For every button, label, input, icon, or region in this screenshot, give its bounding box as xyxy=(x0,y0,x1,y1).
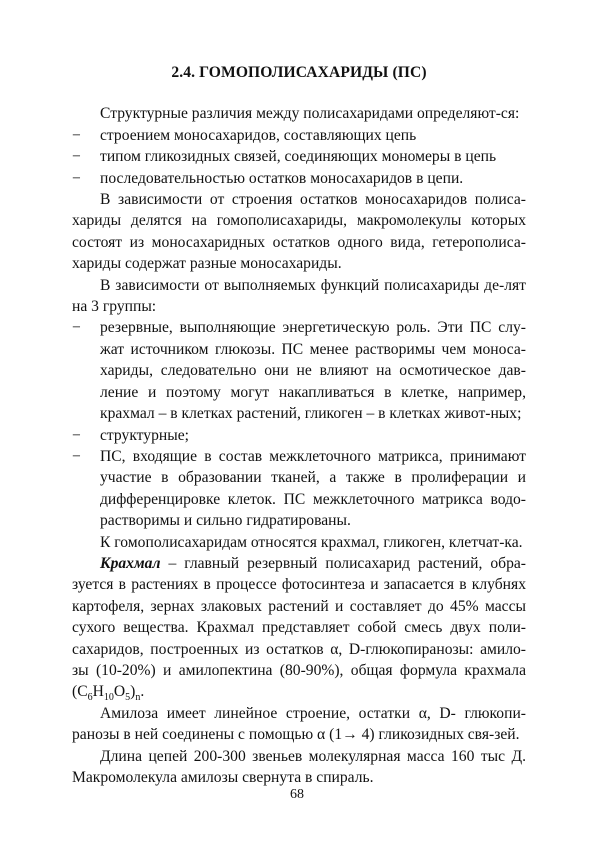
list-item xyxy=(72,125,526,146)
formula-part: . xyxy=(140,683,145,701)
dash-bullet: − xyxy=(72,169,81,187)
starch-term: Крахмал xyxy=(100,554,161,572)
intro-paragraph: Структурные различия между полисахаридами определяют-ся: xyxy=(100,105,520,123)
dash-bullet: − xyxy=(72,126,81,144)
list-item-text: строением моносахаридов, составляющих цепь xyxy=(100,126,417,144)
section-title: 2.4. ГОМОПОЛИСАХАРИДЫ (ПС) xyxy=(171,64,427,81)
functions-paragraph: В зависимости от выполняемых функций полисахариды де-лят на 3 группы: xyxy=(72,276,526,316)
formula-part: H xyxy=(92,683,104,701)
list-item xyxy=(72,146,526,167)
formula-subscript: n xyxy=(135,692,141,704)
list-item-text: структурные; xyxy=(100,426,189,444)
list-item xyxy=(72,168,526,189)
amylose-paragraph: Амилоза имеет линейное строение, остатки α, D- глюкопи-ранозы в ней соединены с помощью α (1→ 4) гликозидных свя-зей. xyxy=(72,704,526,744)
page-body xyxy=(72,62,526,788)
list-item xyxy=(72,425,526,446)
page-number: 68 xyxy=(290,787,304,802)
formula-part: (C xyxy=(72,683,88,701)
members-paragraph: К гомополисахаридам относятся крахмал, гликоген, клетчат-ка. xyxy=(100,533,523,551)
functions-list xyxy=(72,317,526,531)
formula xyxy=(72,683,145,704)
formula-subscript: 5 xyxy=(125,692,131,704)
list-item-text: типом гликозидных связей, соединяющих мономеры в цепь xyxy=(100,148,497,166)
list-item xyxy=(72,317,526,424)
formula-subscript: 10 xyxy=(103,692,114,704)
dash-bullet: − xyxy=(72,447,81,465)
formula-part: O xyxy=(113,683,126,701)
formula-part: ) xyxy=(130,683,136,701)
homo-hetero-paragraph: В зависимости от строения остатков моносахаридов полиса-хариды делятся на гомополисахариды, макромолекулы которых состоят из моносахаридных остатков одного вида, гетерополиса-хариды содержат разные моносахариды. xyxy=(72,191,526,273)
structure-list xyxy=(72,125,526,189)
starch-paragraph xyxy=(72,553,526,703)
list-item-text: ПС, входящие в состав межклеточного матрикса, принимают участие в образовании тканей, а также в пролиферации и дифференцировке клеток. ПС межклеточного матрикса водо-растворимы и сильно гидратированы. xyxy=(100,447,526,530)
dash-bullet: − xyxy=(72,319,81,337)
dash-bullet: − xyxy=(72,148,81,166)
list-item xyxy=(72,446,526,532)
dash-bullet: − xyxy=(72,426,81,444)
starch-text: – главный резервный полисахарид растений, обра-зуется в растениях в процессе фотосинтеза и запасается в клубнях картофеля, зернах злаковых растений и составляет до 45% массы сухого вещества. Крахмал представляет собой смесь двух поли-сахаридов, построенных из остатков α, D-глюкопиранозы: амило-зы (10-20%) и амилопектина (80-90%), общая формула крахмала xyxy=(72,554,526,679)
list-item-text: резервные, выполняющие энергетическую роль. Эти ПС слу-жат источником глюкозы. ПС менее растворимы чем моноса-хариды, следовательно они не влияют на осмотическое дав-ление и поэтому могут накапливаться в клетке, например, крахмал – в клетках растений, гликоген – в клетках живот-ных; xyxy=(100,319,526,423)
chain-paragraph: Длина цепей 200-300 звеньев молекулярная масса 160 тыс Д. Макромолекула амилозы свернута в спираль. xyxy=(72,747,526,786)
list-item-text: последовательностью остатков моносахаридов в цепи. xyxy=(100,169,464,187)
formula-subscript: 6 xyxy=(87,692,93,704)
